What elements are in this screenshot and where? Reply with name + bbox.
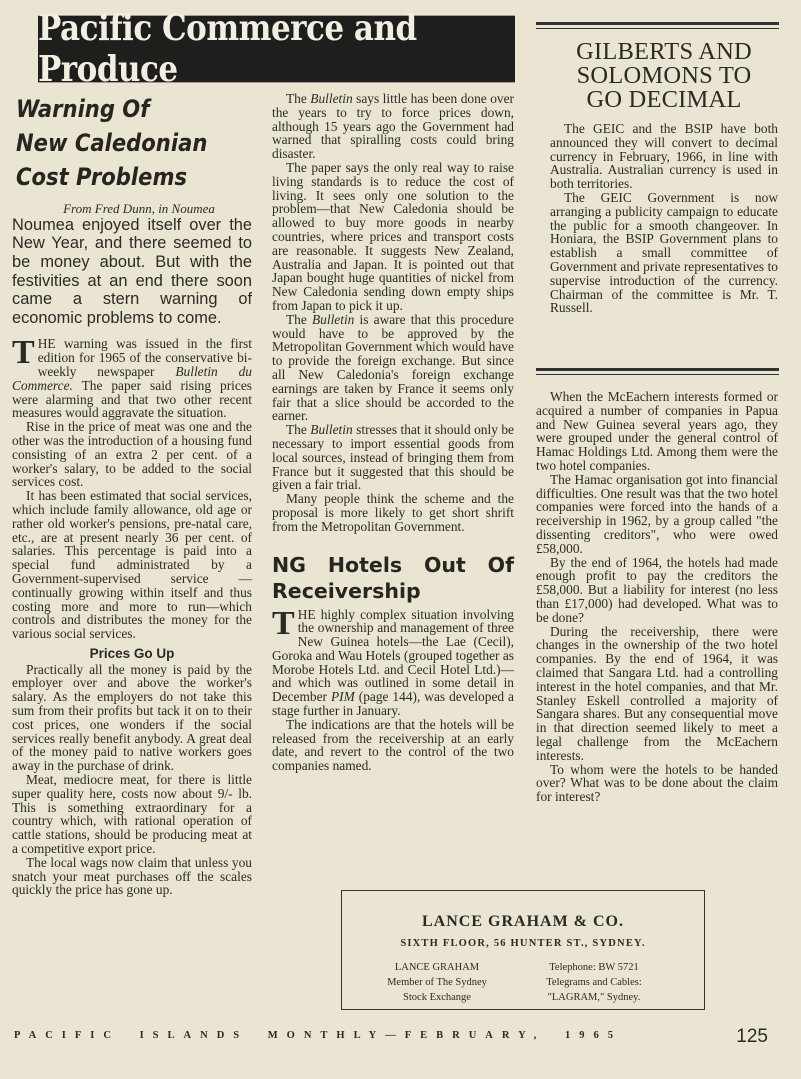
text: The [286, 311, 312, 327]
drop-cap: T [12, 334, 35, 372]
publication-name: Bulletin [310, 422, 353, 438]
text: says little has been done over the years to try to force prices down, although 15 years ago the Government had warned that spiralling costs could bring disaster. [272, 91, 514, 162]
paragraph [272, 604, 514, 719]
headline-line: GO DECIMAL [586, 86, 742, 113]
ad-line: Member of The Sydney [387, 977, 487, 988]
publication-name: Bulletin [310, 91, 353, 106]
paragraph: The GEIC and the BSIP have both announced they will convert to decimal currency in February, 1966, in line with Australia. Australian currency is used in both territories. [550, 121, 778, 192]
section-banner: Pacific Commerce and Produce [38, 16, 515, 83]
paragraph: By the end of 1964, the hotels had made enough profit to pay the creditors the £58,000. But a liability for interest (no less than £17,000) had developed. What was to be done? [536, 554, 778, 625]
ad-address: SIXTH FLOOR, 56 HUNTER ST., SYDNEY. [400, 938, 646, 949]
headline-line: New Caledonian [16, 129, 208, 157]
headline-line: Warning Of [16, 95, 150, 123]
footer-publication: PACIFIC ISLANDS MONTHLY—FEBRUARY, 1965 [14, 1030, 622, 1041]
ad-line: LANCE GRAHAM [394, 962, 480, 973]
paragraph: The GEIC Government is now arranging a publicity campaign to educate the public for a smooth changeover. In Honiara, the BSIP Government plans to establish a small committee of Government and private representatives to supervise introduction of the currency. Chairman of the committee is Mr. T. Russell. [550, 189, 778, 316]
paragraph: Rise in the price of meat was one and the other was the introduction of a housing fund consisting of an extra 2 per cent. of a worker's salary, to be added to the social services cost. [12, 419, 252, 490]
paragraph: When the McEachern interests formed or acquired a number of companies in Papua and New Guinea several years ago, they were grouped under the general control of Hamac Holdings Ltd. Among them were the two hotel companies. [536, 389, 778, 473]
paragraph: The local wags now claim that unless you snatch your meat purchases off the scales quickly the price has gone up. [12, 854, 252, 898]
column-rule [536, 22, 779, 29]
paragraph: It has been estimated that social services, which include family allowance, old age or rather old worker's pensions, pre-natal care, etc., are at present nearly 36 per cent. of salaries. This percentage is paid into a special fund administrated by a Government-supervised service — continually growing within itself and thus costing more and more to run—which controls and distributes the money for the various social services. [12, 488, 252, 642]
text: stresses that it should only be necessary to import essential goods from local sources, instead of bringing them from France but it suggested that this should be given a fair trial. [272, 422, 514, 493]
paragraph: The paper says the only real way to raise living standards is to reduce the cost of living. It sees only one solution to the problem—that New Caledonia should be allowed to buy more goods in nearby countries, where prices and transport costs are reasonable. It suggests New Zealand, Australia and Japan. It is pointed out that Japan bought huge quantities of nickel from New Caledonia sending down empty ships from Japan to pick it up. [272, 159, 514, 313]
lead-paragraph: Noumea enjoyed itself over the New Year, and there seemed to be money about. But with the festivities at an end there soon came a stern warning of economic problems to come. [12, 215, 252, 327]
gilberts-article [550, 38, 778, 315]
paragraph [272, 92, 514, 161]
page-number: 125 [736, 1026, 768, 1047]
ad-member-info [362, 960, 512, 1005]
advertisement-box [341, 890, 705, 1010]
publication-name: Bulletin [311, 311, 355, 327]
headline-line: SOLOMONS TO [576, 62, 752, 89]
paragraph: Many people think the scheme and the proposal is more likely to get short shrift from the Metropolitan Government. [272, 491, 514, 534]
text: HE highly complex situation involving the ownership and management of three New Guinea hotels—the Lae (Cecil), Goroka and Wau Hotels (grouped together as Morobe Hotels Ltd. and Cecil Hotel Ltd.)—and which was outlined in some detail in December [272, 606, 514, 705]
publication-name: PIM [330, 689, 355, 705]
ad-firm-name: LANCE GRAHAM & CO. [422, 913, 624, 930]
byline: From Fred Dunn, in Noumea [63, 201, 215, 216]
article-column-2 [272, 92, 514, 773]
paragraph: During the receivership, there were changes in the ownership of the two hotel companies. By the end of 1964, it was claimed that Sangara Ltd. had a controlling interest in the hotel companies, and that Mr. Stanley Eskell controlled a majority of Sangara shares. But any consequential move in that direction seemed likely to meet a legal challenge from the McEachern interests. [536, 623, 778, 763]
ng-hotels-headline: NG Hotels Out Of Receivership [272, 552, 514, 603]
text: is aware that this procedure would have to be approved by the Metropolitan Government which would have to provide the foreign exchange. But since all New Caledonia's foreign exchange earnings are taken by France it seems only fair that a slice should be accorded to the earner. [272, 311, 514, 424]
ad-line: Telegrams and Cables: [546, 977, 642, 988]
text: HE warning was issued in the first edition for 1965 of the conservative bi-weekly newspaper [37, 336, 252, 379]
gilberts-headline [550, 40, 778, 112]
paragraph: Practically all the money is paid by the employer over and above the worker's salary. As the employers do not take this sum from their profits but tack it on to their cost prices, one wonders if the social services really benefit anybody. A great deal of the money paid to native workers goes away in the purchase of drink. [12, 661, 252, 774]
publication-name: Bulletin du Commerce. [12, 363, 252, 393]
paragraph [12, 334, 252, 421]
paragraph [272, 423, 514, 492]
warning-headline [16, 92, 224, 194]
text: (page 144), was developed a stage further in January. [272, 689, 514, 719]
ad-line: Telephone: BW 5721 [549, 962, 639, 973]
ad-line: "LAGRAM," Sydney. [547, 992, 641, 1003]
paragraph: The Hamac organisation got into financial difficulties. One result was that the two hotel companies were forced into the hands of a receivership in 1962, by a group called "the dissenting creditors", who were owed £58,000. [536, 471, 778, 556]
subheading: Prices Go Up [89, 645, 175, 661]
paragraph: To whom were the hotels to be handed over? What was to be done about the claim for interest? [536, 761, 778, 805]
headline-line: GILBERTS AND [576, 38, 752, 65]
page-footer [14, 1026, 794, 1054]
paragraph [272, 313, 514, 423]
headline-line: Cost Problems [16, 163, 188, 191]
paragraph: Meat, mediocre meat, for there is little super quality here, costs now about 9/- lb. This is something extraordinary for a country which, with rational operation of cattle stations, should be producing meat at a competitive export price. [12, 772, 252, 857]
text: The [286, 422, 311, 438]
text: The [286, 91, 311, 106]
ad-line: Stock Exchange [403, 992, 471, 1003]
column-rule [536, 368, 779, 375]
ad-details [362, 960, 674, 1005]
warning-article-column-1 [12, 92, 252, 897]
ad-contact-info [514, 960, 674, 1005]
drop-cap: T [272, 604, 295, 642]
paragraph: The indications are that the hotels will be released from the receivership at an early date, and revert to the control of the two companies named. [272, 716, 514, 774]
text: The paper said rising prices were alarming and that two other recent measures would aggravate the situation. [12, 377, 252, 421]
ng-hotels-continued [536, 390, 778, 804]
